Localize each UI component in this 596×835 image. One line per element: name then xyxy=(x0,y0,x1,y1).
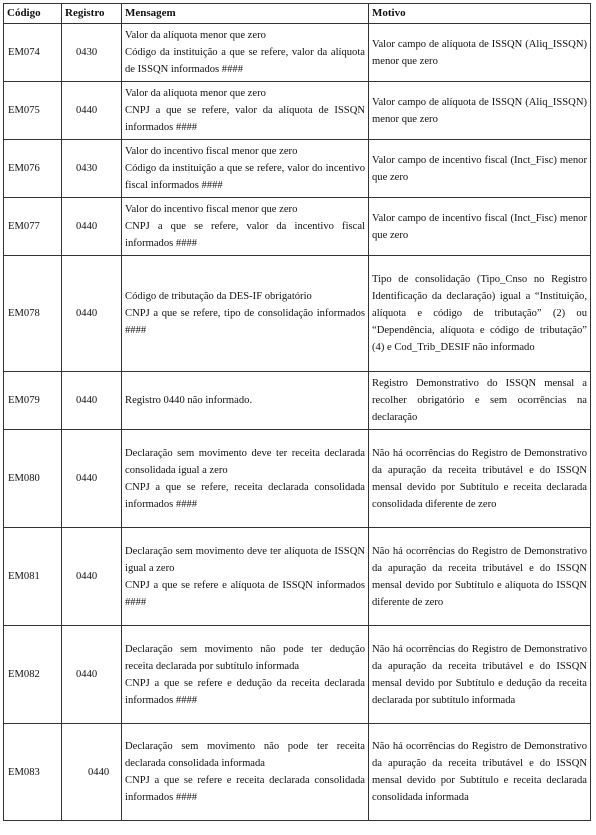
cell-mensagem xyxy=(122,198,369,256)
cell-mensagem xyxy=(122,430,369,528)
mensagem-line: Declaração sem movimento deve ter receita declarada consolidada igual a zero xyxy=(125,447,365,476)
table-row xyxy=(4,724,591,821)
cell-codigo: EM081 xyxy=(4,528,62,626)
mensagem-line: Declaração sem movimento deve ter alíquota de ISSQN igual a zero xyxy=(125,545,365,574)
mensagem-line: CNPJ a que se refere e receita declarada consolidada informados #### xyxy=(125,775,365,803)
cell-codigo: EM083 xyxy=(4,724,62,821)
mensagem-line: Valor do incentivo fiscal menor que zero xyxy=(125,204,298,215)
cell-registro: 0440 xyxy=(62,256,122,372)
error-codes-table xyxy=(3,3,591,821)
mensagem-line: Valor do incentivo fiscal menor que zero xyxy=(125,146,298,157)
cell-mensagem xyxy=(122,140,369,198)
mensagem-line: Declaração sem movimento não pode ter receita declarada consolidada informada xyxy=(125,741,365,769)
cell-codigo: EM077 xyxy=(4,198,62,256)
cell-codigo: EM078 xyxy=(4,256,62,372)
cell-codigo: EM076 xyxy=(4,140,62,198)
cell-motivo: Não há ocorrências do Registro de Demonstrativo da apuração da receita tributável e do ISSQN mensal devido por Subtítulo e dedução da receita declarada por subtítulo informada xyxy=(369,626,591,724)
cell-codigo: EM080 xyxy=(4,430,62,528)
cell-mensagem xyxy=(122,626,369,724)
table-row xyxy=(4,626,591,724)
table-row xyxy=(4,256,591,372)
mensagem-line: Valor da alíquota menor que zero xyxy=(125,30,266,41)
cell-registro: 0440 xyxy=(62,724,122,821)
cell-mensagem xyxy=(122,372,369,430)
header-motivo: Motivo xyxy=(369,4,591,24)
header-mensagem: Mensagem xyxy=(122,4,369,24)
mensagem-line: Código de tributação da DES-IF obrigatório xyxy=(125,291,312,302)
mensagem-line: CNPJ a que se refere, valor da alíquota de ISSQN informados #### xyxy=(125,105,365,133)
cell-registro: 0440 xyxy=(62,528,122,626)
cell-motivo: Valor campo de alíquota de ISSQN (Aliq_ISSQN) menor que zero xyxy=(369,82,591,140)
mensagem-line: Valor da alíquota menor que zero xyxy=(125,88,266,99)
cell-mensagem xyxy=(122,256,369,372)
mensagem-line: CNPJ a que se refere e dedução da receita declarada informados #### xyxy=(125,677,365,706)
table-row xyxy=(4,198,591,256)
cell-registro: 0440 xyxy=(62,198,122,256)
cell-mensagem xyxy=(122,82,369,140)
table-row xyxy=(4,140,591,198)
table-row xyxy=(4,82,591,140)
mensagem-line: CNPJ a que se refere, tipo de consolidação informados #### xyxy=(125,308,365,336)
cell-codigo: EM075 xyxy=(4,82,62,140)
cell-mensagem xyxy=(122,528,369,626)
mensagem-line: Registro 0440 não informado. xyxy=(125,395,253,406)
cell-registro: 0440 xyxy=(62,430,122,528)
mensagem-line: CNPJ a que se refere, receita declarada consolidada informados #### xyxy=(125,481,365,510)
cell-mensagem xyxy=(122,24,369,82)
table-row xyxy=(4,430,591,528)
cell-motivo: Valor campo de incentivo fiscal (Inct_Fisc) menor que zero xyxy=(369,140,591,198)
cell-motivo: Tipo de consolidação (Tipo_Cnso no Registro Identificação da declaração) igual a “Instituição, alíquota e código de tributação” (2) ou “Dependência, alíquota e código de tributação” (4) e Cod_Trib_DESIF não informado xyxy=(369,256,591,372)
cell-registro: 0430 xyxy=(62,140,122,198)
header-codigo: Código xyxy=(4,4,62,24)
cell-motivo: Valor campo de incentivo fiscal (Inct_Fisc) menor que zero xyxy=(369,198,591,256)
header-registro: Registro xyxy=(62,4,122,24)
table-row xyxy=(4,528,591,626)
mensagem-line: CNPJ a que se refere e alíquota de ISSQN informados #### xyxy=(125,579,365,608)
mensagem-line: Código da instituição a que se refere, valor do incentivo fiscal informados #### xyxy=(125,163,365,191)
cell-motivo: Não há ocorrências do Registro de Demonstrativo da apuração da receita tributável e do ISSQN mensal devido por Subtítulo e receita declarada consolidada informada xyxy=(369,724,591,821)
table-header-row xyxy=(4,4,591,24)
cell-registro: 0440 xyxy=(62,626,122,724)
cell-motivo: Não há ocorrências do Registro de Demonstrativo da apuração da receita tributável e do ISSQN mensal devido por Subtítulo e receita declarada consolidada diferente de zero xyxy=(369,430,591,528)
table-row xyxy=(4,24,591,82)
cell-motivo: Registro Demonstrativo do ISSQN mensal a recolher obrigatório e sem ocorrências na declaração xyxy=(369,372,591,430)
cell-registro: 0440 xyxy=(62,372,122,430)
cell-mensagem xyxy=(122,724,369,821)
table-row xyxy=(4,372,591,430)
mensagem-line: CNPJ a que se refere, valor da incentivo fiscal informados #### xyxy=(125,221,365,249)
cell-codigo: EM082 xyxy=(4,626,62,724)
cell-codigo: EM079 xyxy=(4,372,62,430)
mensagem-line: Declaração sem movimento não pode ter dedução receita declarada por subtítulo informada xyxy=(125,643,365,672)
cell-registro: 0440 xyxy=(62,82,122,140)
cell-motivo: Valor campo de alíquota de ISSQN (Aliq_ISSQN) menor que zero xyxy=(369,24,591,82)
cell-codigo: EM074 xyxy=(4,24,62,82)
mensagem-line: Código da instituição a que se refere, valor da alíquota de ISSQN informados #### xyxy=(125,47,365,75)
cell-registro: 0430 xyxy=(62,24,122,82)
cell-motivo: Não há ocorrências do Registro de Demonstrativo da apuração da receita tributável e do ISSQN mensal devido por Subtítulo e alíquota do ISSQN diferente de zero xyxy=(369,528,591,626)
